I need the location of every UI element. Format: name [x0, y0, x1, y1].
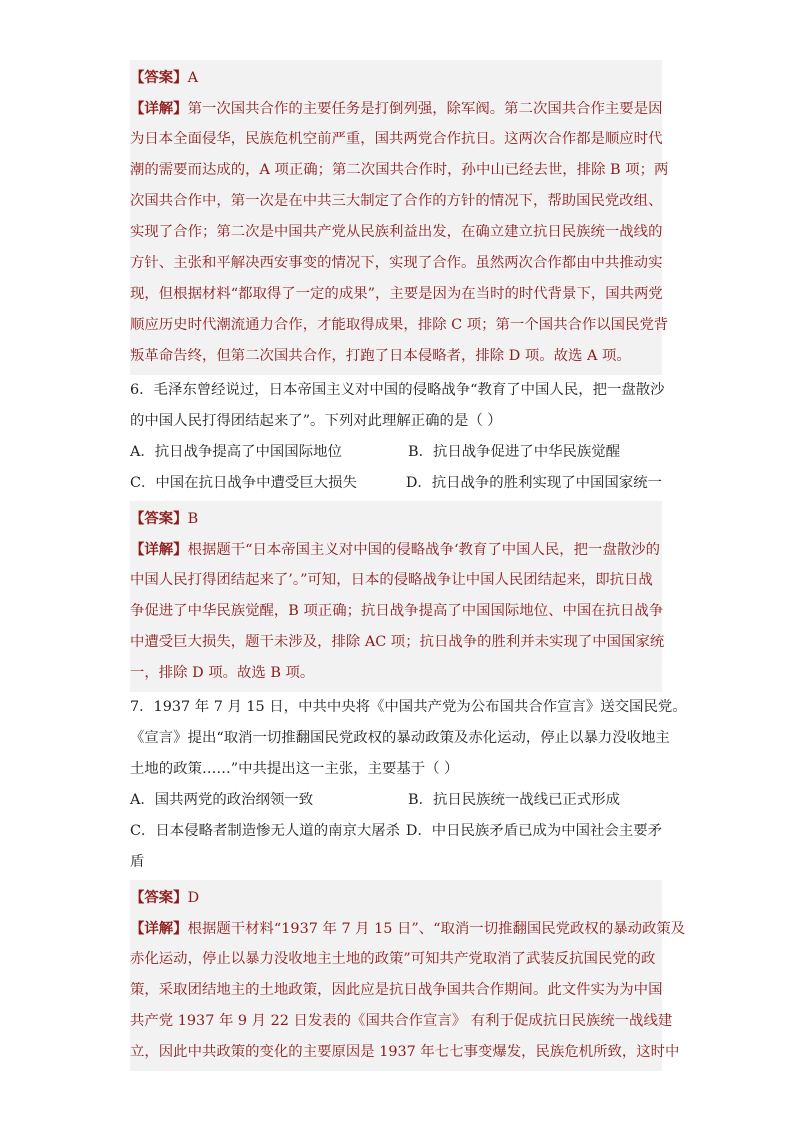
options-row — [130, 468, 662, 499]
option-d: D．抗日战争的胜利实现了中国国家统一 — [405, 475, 662, 491]
option-c: C．中国在抗日战争中遭受巨大损失 — [130, 475, 357, 491]
question-stem: 的中国人民打得团结起来了”。下列对此理解正确的是（ ） — [130, 413, 502, 429]
answer-line — [130, 882, 662, 913]
option-b: B．抗日民族统一战线已正式形成 — [408, 792, 621, 808]
answer-tag: 【答案】 — [130, 510, 188, 527]
detail-text: 第一次国共合作的主要任务是打倒列强，除军阀。第二次国共合作主要是因 — [187, 101, 663, 117]
answer-value: B — [187, 511, 199, 527]
detail-tag: 【详解】 — [130, 920, 188, 937]
detail-text: 根据题干材料“1937 年 7 月 15 日”、“取消一切推翻国民党政权的暴动政策及 — [187, 921, 686, 937]
detail-line: 为日本全面侵华，民族危机空前严重，国共两党合作抗日。这两次合作都是顺应时代 — [130, 131, 663, 147]
option-d: D．中日民族矛盾已成为中国社会主要矛 — [405, 823, 662, 839]
detail-line: 立，因此中共政策的变化的主要原因是 1937 年七七事变爆发，民族危机所致，这时中 — [130, 1044, 680, 1060]
detail-line: 争促进了中华民族觉醒，B 项正确；抗日战争提高了中国国际地位、中国在抗日战争 — [130, 603, 664, 619]
detail-tag: 【详解】 — [130, 541, 188, 558]
detail-line: 潮的需要而达成的，A 项正确；第二次国共合作时，孙中山已经去世，排除 B 项；两 — [130, 162, 669, 178]
option-a: A．抗日战争提高了中国国际地位 — [130, 444, 342, 460]
detail-line: 次国共合作中，第一次是在中共三大制定了合作的方针的情况下，帮助国民党改组、 — [130, 193, 663, 209]
question-6 — [130, 375, 665, 499]
answer-block-q7 — [130, 880, 686, 1071]
document-page — [130, 60, 687, 1071]
question-stem: 6．毛泽东曾经说过，日本帝国主义对中国的侵略战争“教育了中国人民，把一盘散沙 — [130, 382, 665, 398]
option-a: A．国共两党的政治纲领一致 — [130, 792, 314, 808]
answer-line — [130, 503, 662, 534]
answer-tag: 【答案】 — [130, 889, 188, 906]
answer-value: D — [187, 890, 200, 906]
answer-block-q6 — [130, 501, 665, 692]
detail-line: 方针、主张和平解决西安事变的情况下，实现了合作。虽然两次合作都由中共推动实 — [130, 255, 663, 271]
answer-line — [130, 62, 662, 93]
detail-line: 共产党 1937 年 9 月 22 日发表的《国共合作宣言》 有利于促成抗日民族统一战线建 — [130, 1013, 673, 1029]
detail-line: 赤化运动，停止以暴力没收地主土地的政策”可知共产党取消了武装反抗国民党的政 — [130, 951, 656, 967]
option-b: B．抗日战争促进了中华民族觉醒 — [408, 444, 621, 460]
detail-line: 现，但根据材料“都取得了一定的成果”，主要是因为在当时的时代背景下，国共两党 — [130, 286, 663, 302]
detail-line — [130, 534, 662, 565]
question-7 — [130, 692, 687, 878]
options-row — [130, 437, 662, 468]
option-d-continuation: 盾 — [130, 854, 145, 870]
detail-line: 中国人民打得团结起来了’。”可知，日本的侵略战争让中国人民团结起来，即抗日战 — [130, 572, 653, 588]
detail-line: 策，采取团结地主的土地政策，因此应是抗日战争国共合作期间。此文件实为为中国 — [130, 982, 663, 998]
options-row — [130, 816, 662, 847]
detail-tag: 【详解】 — [130, 100, 188, 117]
question-stem: 《宣言》提出“取消一切推翻国民党政权的暴动政策及赤化运动，停止以暴力没收地主 — [130, 730, 670, 746]
question-stem: 7．1937 年 7 月 15 日，中共中央将《中国共产党为公布国共合作宣言》送交国民党。 — [130, 699, 687, 715]
question-stem: 土地的政策……”中共提出这一主张，主要基于（ ） — [130, 761, 459, 777]
detail-line — [130, 93, 662, 124]
detail-line: 顺应历史时代潮流通力合作，才能取得成果，排除 C 项；第一个国共合作以国民党背 — [130, 317, 669, 333]
answer-tag: 【答案】 — [130, 69, 188, 86]
detail-line: 叛革命告终，但第二次国共合作，打跑了日本侵略者，排除 D 项。故选 A 项。 — [130, 348, 631, 364]
options-row — [130, 785, 662, 816]
detail-line: 中遭受巨大损失，题干未涉及，排除 AC 项；抗日战争的胜利并未实现了中国国家统 — [130, 634, 665, 650]
answer-block-q5 — [130, 60, 669, 375]
answer-value: A — [187, 70, 198, 86]
detail-line: 一，排除 D 项。故选 B 项。 — [130, 665, 315, 681]
detail-text: 根据题干“日本帝国主义对中国的侵略战争‘教育了中国人民，把一盘散沙的 — [187, 542, 661, 558]
detail-line — [130, 913, 686, 944]
detail-line: 实现了合作；第二次是中国共产党从民族利益出发，在确立建立抗日民族统一战线的 — [130, 224, 663, 240]
option-c: C．日本侵略者制造惨无人道的南京大屠杀 — [130, 823, 401, 839]
